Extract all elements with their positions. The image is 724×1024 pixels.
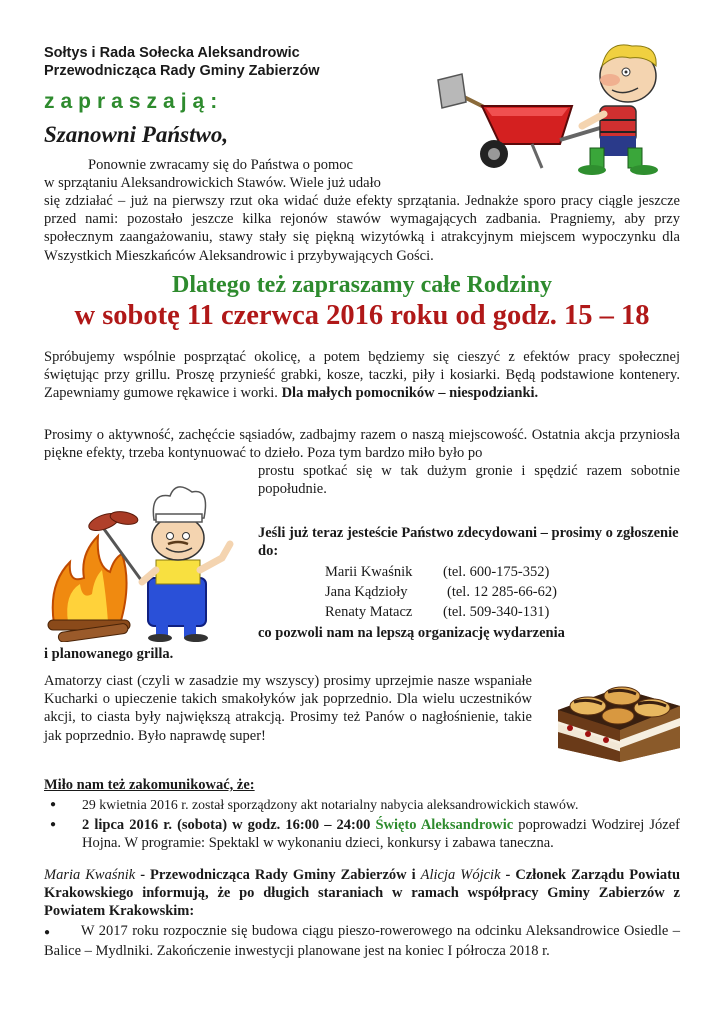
details-paragraph — [44, 348, 680, 403]
contact-phone: (tel. 12 285-66-62) — [447, 584, 557, 600]
footer-name-1: Maria Kwaśnik — [44, 867, 136, 883]
footer-paragraph — [44, 866, 680, 921]
news-item — [44, 796, 680, 814]
footer-bullet-text: W 2017 roku rozpocznie się budowa ciągu pieszo-rowerowego na odcinku Aleksandrowice Osiedle – Balice – Mydlniki. Zakończenie inwestycji planowane jest na koniec I półrocza 2018 r. — [44, 923, 681, 960]
contact-row — [325, 562, 550, 582]
intro-line-2: w sprzątaniu Aleksandrowickich Stawów. Wiele już udało — [44, 175, 381, 191]
bullet-icon: ● — [50, 819, 57, 831]
header-organizers — [44, 44, 320, 80]
footer-name-2: Alicja Wójcik — [420, 867, 501, 883]
wheelbarrow-illustration — [432, 36, 672, 176]
contact-name: Marii Kwaśnik — [325, 564, 413, 580]
contact-name: Renaty Matacz — [325, 604, 413, 620]
contact-name: Jana Kądzioły — [325, 584, 408, 600]
bullet-icon: ● — [50, 799, 57, 810]
intro-paragraph: się zdziałać – już na pierwszy rzut oka widać duże efekty sprzątania. Jednakże sporo pracy ciągle jeszcze przed nami: pozostało jeszcze kilka rejonów stawów wymagających zadbania. Pragniemy, aby przy społecznym zaangażowaniu, stawy stały się piękną wizytówką i atrakcyjnym miejscem wypoczynku dla Wszystkich Mieszkańców Aleksandrowic i przybywających Gości. — [44, 193, 680, 264]
news-heading: Miło nam też zakomunikować, że: — [44, 777, 255, 793]
details-paragraph-2: Prosimy o aktywność, zachęćcie sąsiadów, zadbajmy razem o naszą miejscowość. Ostatnia akcja przyniosła piękne efekty, trzeba kontynuować to dzieło. Poza tym bardzo miło było po — [44, 427, 680, 462]
footer-text-2: - Członek Zarządu Powiatu Krakowskiego informują, że po długich staraniach w ramach współpracy Gminy Zabierzów z Powiatem Krakowskim: — [44, 867, 681, 920]
invite-heading: zapraszają: — [44, 90, 224, 113]
headline-families: Dlatego też zapraszamy całe Rodziny — [172, 272, 552, 298]
details-paragraph-2-cont: prostu spotkać się w tak dużym gronie i spędzić razem sobotnie popołudnie. — [258, 463, 680, 498]
contact-row — [325, 582, 557, 602]
header-line-2: Przewodnicząca Rady Gminy Zabierzów — [44, 63, 320, 79]
footer-bullet — [44, 922, 680, 960]
footer-text-1: - Przewodnicząca Rady Gminy Zabierzów i — [135, 867, 421, 883]
cakes-paragraph: Amatorzy ciast (czyli w zasadzie my wszyscy) prosimy uprzejmie nasze wspaniałe Kucharki o upieczenie takich smakołyków jak poprzednio. Dla wielu uczestników akcji, to ciasta były największą atrakcją. Prosimy też Panów o nagłośnienie, takie jak poprzednio. Było naprawdę super! — [44, 673, 532, 744]
news-list — [44, 796, 680, 853]
intro-line-1: Ponownie zwracamy się do Państwa o pomoc — [88, 157, 353, 173]
news-item-event: Święto Aleksandrowic — [375, 817, 514, 834]
details-text: Spróbujemy wspólnie posprzątać okolicę, a potem będziemy się cieszyć z efektów pracy społecznej świętując przy grillu. Proszę przynieść grabki, kosze, taczki, piły i kosiarki. Będą podstawione kontenery. Zapewniamy gumowe rękawice i worki. — [44, 349, 680, 402]
news-item-date: 2 lipca 2016 r. (sobota) w godz. 16:00 – 24:00 — [82, 817, 371, 834]
headline-date: w sobotę 11 czerwca 2016 roku od godz. 15 – 18 — [74, 300, 650, 331]
signup-outro-2: i planowanego grilla. — [44, 646, 174, 662]
news-item-text: 29 kwietnia 2016 r. został sporządzony akt notarialny nabycia aleksandrowickich stawów. — [82, 797, 579, 812]
cake-photo — [548, 652, 688, 764]
signup-outro: co pozwoli nam na lepszą organizację wydarzenia — [258, 625, 565, 641]
details-kids-note: Dla małych pomocników – niespodzianki. — [281, 385, 539, 402]
contact-phone: (tel. 600-175-352) — [443, 564, 550, 580]
news-item — [44, 816, 680, 852]
header-line-1: Sołtys i Rada Sołecka Aleksandrowic — [44, 45, 300, 61]
news-item-text: poprowadzi Wodzirej Józef Hojna. W programie: Spektakl w wykonaniu dzieci, konkursy i zabawa taneczna. — [82, 817, 680, 852]
signup-intro: Jeśli już teraz jesteście Państwo zdecydowani – prosimy o zgłoszenie do: — [258, 525, 679, 560]
contact-row — [325, 602, 550, 622]
bullet-icon: ● — [44, 927, 51, 938]
greeting: Szanowni Państwo, — [44, 122, 229, 147]
contact-phone: (tel. 509-340-131) — [443, 604, 550, 620]
chef-grill-illustration — [44, 474, 244, 642]
